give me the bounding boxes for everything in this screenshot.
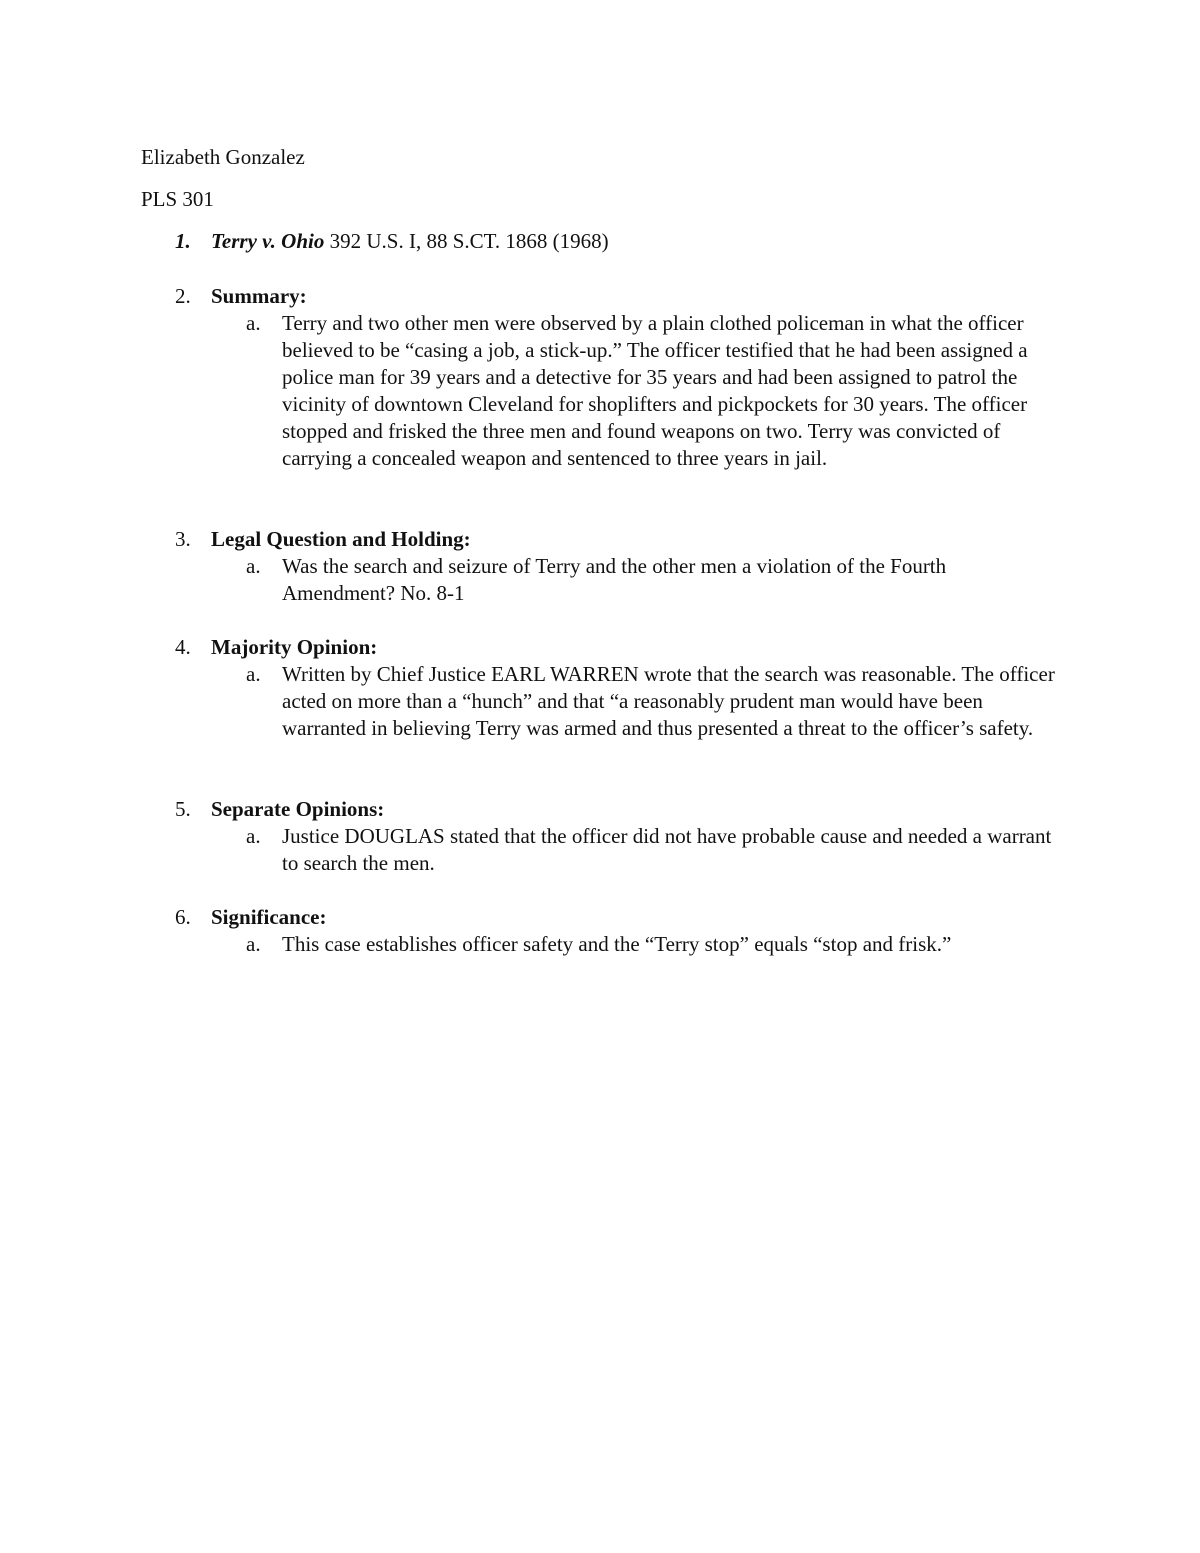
list-item-letter: a. <box>246 932 261 956</box>
list-item-text: Justice DOUGLAS stated that the officer did not have probable cause and needed a warrant to search the men. <box>282 824 1052 875</box>
list-item <box>141 823 1071 877</box>
section-number: 3. <box>175 527 191 551</box>
case-citation <box>141 228 1071 255</box>
list-item <box>141 553 1071 607</box>
section-heading: Majority Opinion: <box>211 635 378 659</box>
list-item-text: Written by Chief Justice EARL WARREN wrote that the search was reasonable. The officer acted on more than a “hunch” and that “a reasonably prudent man would have been warranted in believing Terry was armed and thus presented a threat to the officer’s safety. <box>282 662 1055 740</box>
list-item-text: Was the search and seizure of Terry and the other men a violation of the Fourth Amendment? No. 8-1 <box>282 554 947 605</box>
section-number: 5. <box>175 797 191 821</box>
section-number: 4. <box>175 635 191 659</box>
section-heading: Separate Opinions: <box>211 797 385 821</box>
list-item-text: This case establishes officer safety and the “Terry stop” equals “stop and frisk.” <box>282 932 952 956</box>
list-item <box>141 931 1071 958</box>
section-number: 6. <box>175 905 191 929</box>
section-heading: Significance: <box>211 905 327 929</box>
course-code: PLS 301 <box>141 187 214 211</box>
section-heading: Summary: <box>211 284 307 308</box>
section-significance <box>141 904 1071 958</box>
case-name: Terry v. Ohio <box>211 229 325 253</box>
section-legal-question <box>141 526 1071 607</box>
section-summary <box>141 283 1071 472</box>
list-item-letter: a. <box>246 554 261 578</box>
list-item-letter: a. <box>246 662 261 686</box>
list-item-text: Terry and two other men were observed by a plain clothed policeman in what the officer believed to be “casing a job, a stick-up.” The officer testified that he had been assigned a police man for 39 years and a detective for 35 years and had been assigned to patrol the vicinity of downtown Cleveland for shoplifters and pickpockets for 30 years. The officer stopped and frisked the three men and found weapons on two. Terry was convicted of carrying a concealed weapon and sentenced to three years in jail. <box>282 311 1028 470</box>
author-name: Elizabeth Gonzalez <box>141 145 305 169</box>
list-item-letter: a. <box>246 311 261 335</box>
section-separate-opinions <box>141 796 1071 877</box>
section-majority-opinion <box>141 634 1071 742</box>
case-number: 1. <box>175 229 191 253</box>
case-citation-text: 392 U.S. I, 88 S.CT. 1868 (1968) <box>324 229 609 253</box>
list-item <box>141 661 1071 742</box>
list-item-letter: a. <box>246 824 261 848</box>
section-heading: Legal Question and Holding: <box>211 527 471 551</box>
list-item <box>141 310 1071 472</box>
section-number: 2. <box>175 284 191 308</box>
